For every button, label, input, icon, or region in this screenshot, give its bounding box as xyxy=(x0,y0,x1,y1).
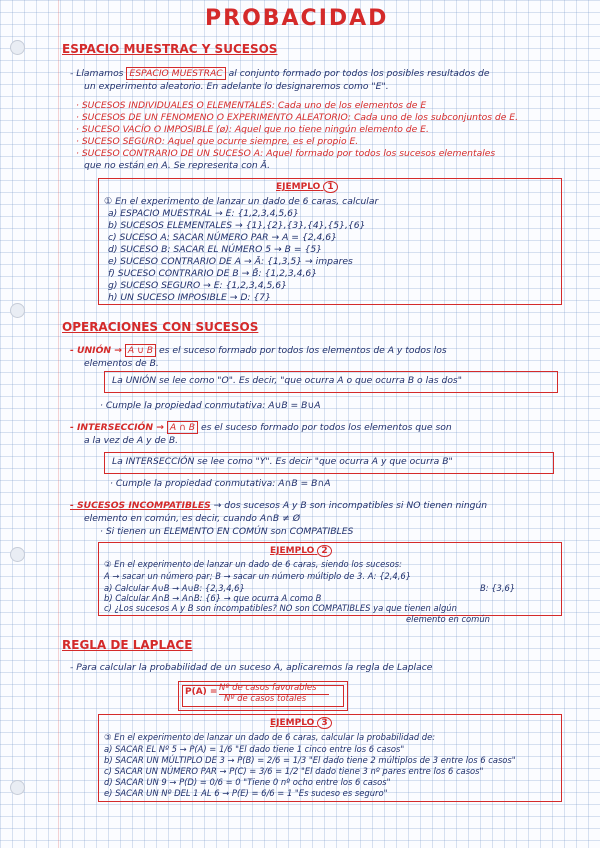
example-1-item: g) SUCESO SEGURO → E: {1,2,3,4,5,6} xyxy=(108,280,287,291)
example-1-item: e) SUCESO CONTRARIO DE A → Ā: {1,3,5} → impares xyxy=(108,256,353,267)
section-heading-espacio: ESPACIO MUESTRAC Y SUCESOS xyxy=(62,42,278,56)
example-1-intro: ① En el experimento de lanzar un dado de 6 caras, calcular xyxy=(104,196,379,207)
example-3-item: b) SACAR UN MÚLTIPLO DE 3 → P(B) = 2/6 = 1/3 "El dado tiene 2 múltiplos de 3 entre los 6 casos" xyxy=(104,755,516,765)
example-2-defB: B: {3,6} xyxy=(480,583,516,593)
example-3-title: EJEMPLO 3 xyxy=(270,717,332,729)
example-3-intro: ③ En el experimento de lanzar un dado de 6 caras, calcular la probabilidad de: xyxy=(104,732,436,742)
laplace-formula-numerator: Nº de casos favorables xyxy=(219,683,317,693)
binder-hole xyxy=(10,780,25,795)
intersection-symbol: A ∩ B xyxy=(167,421,198,434)
s1-intro: - Llamamos ESPACIO MUESTRAC al conjunto formado por todos los posibles resultados de xyxy=(70,68,490,79)
intersection-definition: - INTERSECCIÓN → A ∩ B es el suceso formado por todos los elementos que son xyxy=(70,422,452,433)
union-definition: - UNIÓN → A ∪ B es el suceso formado por todos los elementos de A y todos los xyxy=(70,345,447,356)
s1-bullet: · SUCESOS INDIVIDUALES O ELEMENTALES: Cada uno de los elementos de E xyxy=(76,100,427,111)
s1-intro-line2: un experimento aleatorio. En adelante lo designaremos como "E". xyxy=(84,81,389,92)
laplace-intro: - Para calcular la probabilidad de un suceso A, aplicaremos la regla de Laplace xyxy=(70,662,433,673)
example-3-item: d) SACAR UN 9 → P(D) = 0/6 = 0 "Tiene 0 nº ocho entre los 6 casos" xyxy=(104,777,391,787)
s1-bullet: · SUCESOS DE UN FENOMENO O EXPERIMENTO ALEATORIO: Cada uno de los subconjuntos de E. xyxy=(76,112,519,123)
section-heading-operaciones: OPERACIONES CON SUCESOS xyxy=(62,320,259,334)
laplace-formula-lhs: P(A) = xyxy=(185,687,218,697)
laplace-formula-box xyxy=(178,681,348,711)
example-2-a: a) Calcular A∪B → A∪B: {2,3,4,6} xyxy=(104,583,245,593)
binder-hole xyxy=(10,303,25,318)
union-definition-cont: elementos de B. xyxy=(84,358,159,369)
intersection-definition-cont: a la vez de A y de B. xyxy=(84,435,179,446)
intersection-note: La INTERSECCIÓN se lee como "Y". Es decir "que ocurra A y que ocurra B" xyxy=(112,456,453,467)
union-symbol: A ∪ B xyxy=(125,344,156,357)
example-1-item: h) UN SUCESO IMPOSIBLE → D: {7} xyxy=(108,292,271,303)
s1-bullet-cont: que no están en A. Se representa con Ā. xyxy=(84,160,271,171)
example-1-item: a) ESPACIO MUESTRAL → E: {1,2,3,4,5,6} xyxy=(108,208,299,219)
incompatibles-definition: - SUCESOS INCOMPATIBLES → dos sucesos A y B son incompatibles si NO tienen ningún xyxy=(70,500,488,511)
intersection-property: · Cumple la propiedad conmutativa: A∩B = B∩A xyxy=(110,478,331,489)
example-2-intro: ② En el experimento de lanzar un dado de 6 caras, siendo los sucesos: xyxy=(104,559,402,569)
example-1-item: f) SUCESO CONTRARIO DE B → B̄: {1,2,3,4,6} xyxy=(108,268,318,279)
example-2-c-cont: elemento en común xyxy=(406,614,490,624)
incompatibles-definition-cont: elemento en común, es decir, cuando A∩B ≠ Ø xyxy=(84,513,300,524)
s1-bullet: · SUCESO VACÍO O IMPOSIBLE (ø): Aquel que no tiene ningún elemento de E. xyxy=(76,124,429,135)
example-1-item: d) SUCESO B: SACAR EL NÚMERO 5 → B = {5} xyxy=(108,244,323,255)
page-title: PROBACIDAD xyxy=(205,6,389,31)
example-1-item: b) SUCESOS ELEMENTALES → {1},{2},{3},{4},{5},{6} xyxy=(108,220,366,231)
example-3-item: e) SACAR UN Nº DEL 1 AL 6 → P(E) = 6/6 = 1 "Es suceso es seguro" xyxy=(104,788,388,798)
example-3-item: c) SACAR UN NÚMERO PAR → P(C) = 3/6 = 1/2 "El dado tiene 3 nº pares entre los 6 casos" xyxy=(104,766,484,776)
example-3-item: a) SACAR EL Nº 5 → P(A) = 1/6 "El dado tiene 1 cinco entre los 6 casos" xyxy=(104,744,405,754)
example-2-def: A → sacar un número par; B → sacar un número múltiplo de 3. A: {2,4,6} xyxy=(104,571,412,581)
s1-bullet: · SUCESO CONTRARIO DE UN SUCESO A: Aquel formado por todos los sucesos elementales xyxy=(76,148,496,159)
laplace-formula-denominator: Nº de casos totales xyxy=(224,694,307,704)
binder-hole xyxy=(10,547,25,562)
union-property: · Cumple la propiedad conmutativa: A∪B = B∪A xyxy=(100,400,321,411)
incompatibles-compatibles: · Si tienen un ELEMENTO EN COMÚN son COMPATIBLES xyxy=(100,526,354,537)
example-1-item: c) SUCESO A: SACAR NÚMERO PAR → A = {2,4,6} xyxy=(108,232,337,243)
example-1-title: EJEMPLO 1 xyxy=(276,181,338,193)
example-2-c: c) ¿Los sucesos A y B son incompatibles? NO son COMPATIBLES ya que tienen algún xyxy=(104,603,457,613)
margin-line xyxy=(58,0,59,848)
section-heading-laplace: REGLA DE LAPLACE xyxy=(62,638,193,652)
union-note: La UNIÓN se lee como "O". Es decir, "que ocurra A o que ocurra B o las dos" xyxy=(112,375,462,386)
example-2-title: EJEMPLO 2 xyxy=(270,545,332,557)
s1-bullet: · SUCESO SEGURO: Aquel que ocurre siempre, es el propio E. xyxy=(76,136,359,147)
example-2-b: b) Calcular A∩B → A∩B: {6} → que ocurra A como B xyxy=(104,593,322,603)
term-espacio-muestral: ESPACIO MUESTRAC xyxy=(126,67,225,80)
binder-hole xyxy=(10,40,25,55)
